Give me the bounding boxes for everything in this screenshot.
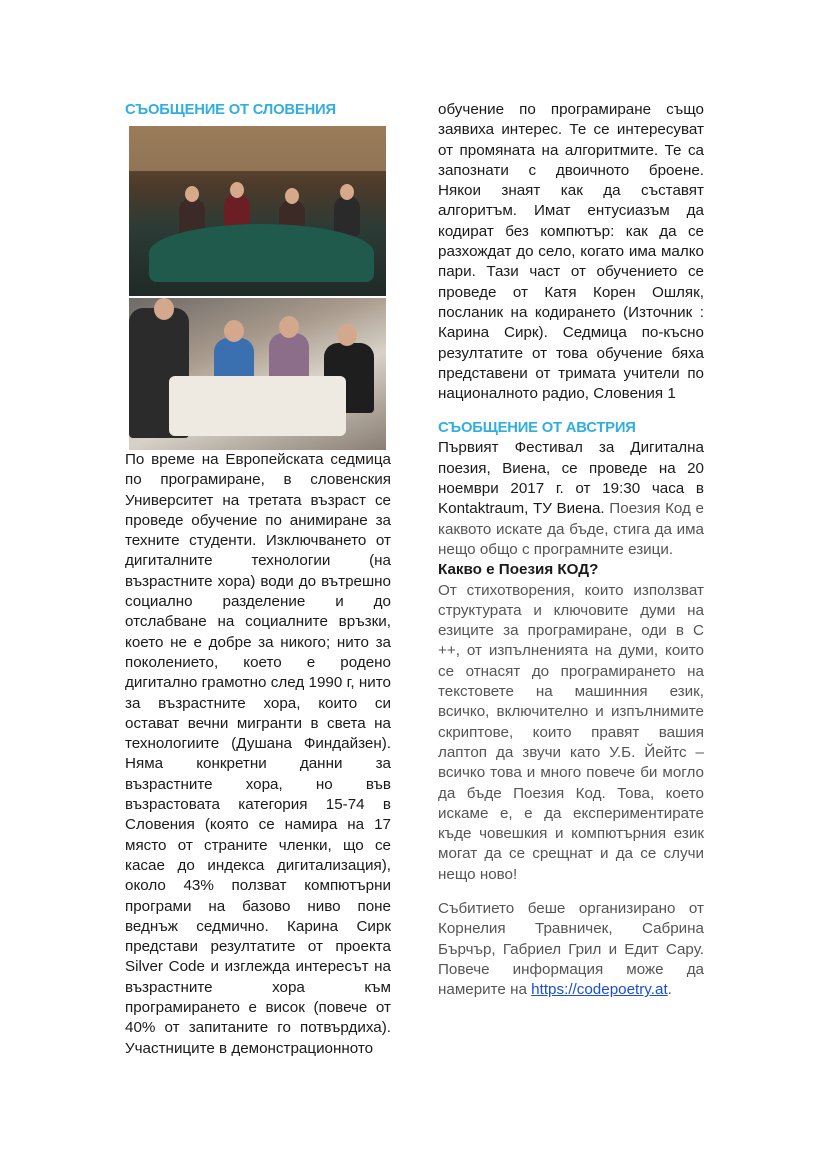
codepoetry-link[interactable]: https://codepoetry.at [531, 981, 668, 999]
intro-dark-text: Първият Фестивал за Дигитална поезия, Виена, се проведе на 20 ноември 2017 г. от 19:30 часа в Kontaktraum, ТУ Виена. [438, 439, 704, 518]
slovenia-continuation: обучение по програмиране също заявиха интерес. Те се интересуват от промяната на алгоритмите. Те са запознати с двоичното броене. Някои знаят как да съставят алгоритъм. Имат ентусиазъм да кодират без компютър: как да се разхождат до село, когато има малко пари. Тази част от обучението се проведе от Катя Корен Ошляк, посланик на кодирането (Източник : Карина Сирк). Седмица по-късно резултатите от това обучение бяха представени от тримата учители по националното радио, Словения 1 [438, 101, 704, 403]
section-heading-slovenia: СЪОБЩЕНИЕ ОТ СЛОВЕНИЯ [125, 102, 336, 118]
intro-gray-text: Поезия Код е каквото искате да бъде, стига да има нещо общо с програмните езици. [438, 500, 704, 558]
slovenia-paragraph: По време на Европейската седмица по програмиране, в словенския Университет на третата възраст се проведе обучение по анимиране за техните студенти. Изключването от дигиталните технологии (на възрастните хора) води до вътрешно социално разделение и до отслабване на социалните връзки, което не е добре за никого; нито за поколението, което е родено дигитално грамотно след 1990 г, нито за възрастните хора, които си остават вечни мигранти в света на технологиите (Душана Финдайзен). Няма конкретни данни за възрастните хора, но във възрастовата категория 15-74 в Словения (която се намира на 17 място от страните членки, що се касае до индекса дигитализация), около 43% ползват компютърни програми на базово ниво поне веднъж седмично. Карина Сирк представи резултатите от проекта Silver Code и изглежда интересът на възрастните хора към програмирането е висок (повече от 40% от запитаните го потвърдиха). Участниците в демонстрационното [125, 451, 391, 1057]
right-column [438, 100, 704, 1000]
section-heading-austria: СЪОБЩЕНИЕ ОТ АВСТРИЯ [438, 420, 636, 437]
code-poetry-subheading: Какво е Поезия КОД? [438, 561, 599, 579]
closing-end: . [667, 981, 672, 999]
left-column [125, 100, 391, 1059]
closing-paragraph [438, 899, 704, 1000]
code-poetry-body: От стихотворения, които използват структурата и ключовите думи на езиците за програмиране, оди в С ++, от изпълненията на думи, които се отнасят до програмирането на текстовете на машинния език, всичко, включително и изпълнимите скриптове, които правят вашия лаптоп да звучи като У.Б. Йейтс – всичко това и много повече би могло да бъде Поезия Код. Това, което искаме е, е да експериментирате къде човешкия и компютърния език могат да се срещнат и да се случи нещо ново! [438, 581, 704, 883]
closing-text: Събитието беше организирано от Корнелия Травничек, Сабрина Бърчър, Габриел Грил и Едит Сару. Повече информация може да намерите на [438, 899, 704, 999]
austria-intro [438, 438, 704, 560]
workshop-photo [129, 298, 386, 450]
radio-studio-photo [129, 126, 386, 296]
